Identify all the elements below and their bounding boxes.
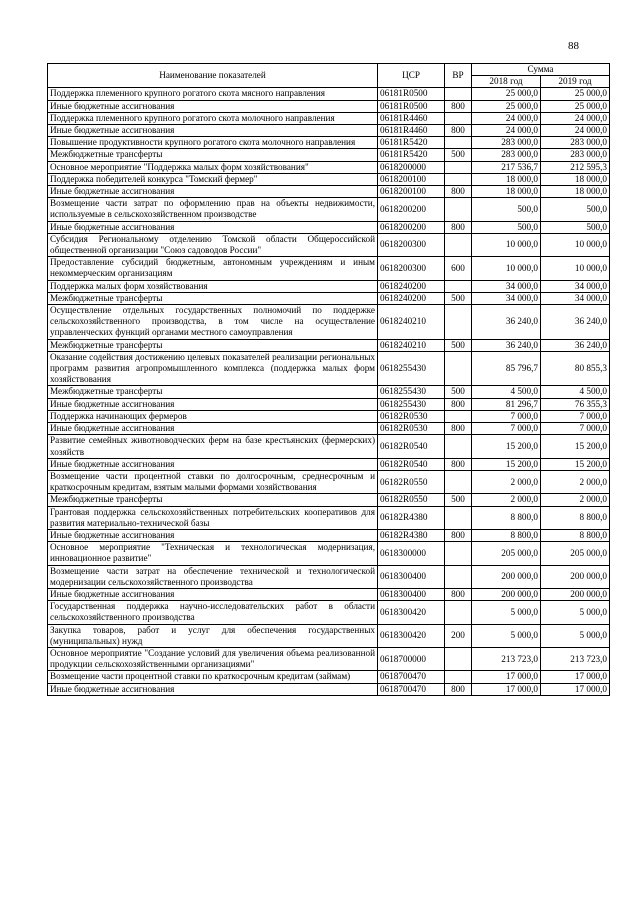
- row-sum-2019: 500,0: [541, 198, 610, 221]
- row-sum-2018: 8 800,0: [472, 506, 541, 529]
- row-sum-2018: 5 000,0: [472, 624, 541, 647]
- row-csr: 06182R0530: [378, 423, 445, 435]
- row-name: Осуществление отдельных государственных полномочий по поддержке сельскохозяйственного производства, в том числе на осуществление управленческих функций органами местного самоуправления: [48, 305, 378, 340]
- row-name: Возмещение части затрат по оформлению прав на объекты недвижимости, используемые в сельскохозяйственном производстве: [48, 198, 378, 221]
- table-row: [48, 506, 610, 529]
- row-csr: 06181R4460: [378, 125, 445, 137]
- table-row: [48, 339, 610, 351]
- row-csr: 0618255430: [378, 398, 445, 410]
- row-csr: 0618700470: [378, 683, 445, 695]
- row-sum-2018: 5 000,0: [472, 601, 541, 624]
- table-row: [48, 624, 610, 647]
- row-csr: 06182R4380: [378, 506, 445, 529]
- row-vr: [445, 565, 472, 588]
- row-sum-2019: 2 000,0: [541, 470, 610, 493]
- row-name: Иные бюджетные ассигнования: [48, 125, 378, 137]
- row-csr: 0618200100: [378, 173, 445, 185]
- row-name: Основное мероприятие "Техническая и технологическая модернизация, инновационное развитие": [48, 542, 378, 565]
- row-sum-2019: 200 000,0: [541, 588, 610, 600]
- header-vr: ВР: [445, 64, 472, 88]
- row-name: Закупка товаров, работ и услуг для обеспечения государственных (муниципальных) нужд: [48, 624, 378, 647]
- row-sum-2019: 24 000,0: [541, 112, 610, 124]
- row-name: Иные бюджетные ассигнования: [48, 398, 378, 410]
- row-name: Поддержка начинающих фермеров: [48, 410, 378, 422]
- row-vr: 600: [445, 257, 472, 280]
- row-sum-2018: 7 000,0: [472, 410, 541, 422]
- row-csr: 0618240200: [378, 292, 445, 304]
- row-name: Иные бюджетные ассигнования: [48, 529, 378, 541]
- row-vr: [445, 671, 472, 683]
- table-header: [48, 64, 610, 88]
- row-sum-2019: 80 855,3: [541, 351, 610, 386]
- row-sum-2019: 7 000,0: [541, 410, 610, 422]
- row-name: Возмещение части затрат на обеспечение технической и технологической модернизации сельскохозяйственного производства: [48, 565, 378, 588]
- row-sum-2019: 500,0: [541, 221, 610, 233]
- row-sum-2018: 34 000,0: [472, 292, 541, 304]
- row-vr: [445, 410, 472, 422]
- row-vr: 200: [445, 624, 472, 647]
- row-sum-2018: 2 000,0: [472, 470, 541, 493]
- row-csr: 0618200200: [378, 221, 445, 233]
- row-name: Межбюджетные трансферты: [48, 339, 378, 351]
- row-sum-2018: 200 000,0: [472, 565, 541, 588]
- row-sum-2019: 213 723,0: [541, 647, 610, 670]
- row-vr: [445, 305, 472, 340]
- table-row: [48, 671, 610, 683]
- table-row: [48, 435, 610, 458]
- row-csr: 06182R4380: [378, 529, 445, 541]
- row-csr: 0618200100: [378, 186, 445, 198]
- table-row: [48, 149, 610, 161]
- row-vr: [445, 647, 472, 670]
- row-csr: 0618300400: [378, 588, 445, 600]
- row-csr: 06182R0540: [378, 435, 445, 458]
- row-sum-2018: 213 723,0: [472, 647, 541, 670]
- row-sum-2019: 18 000,0: [541, 186, 610, 198]
- table-row: [48, 161, 610, 173]
- table-row: [48, 565, 610, 588]
- row-name: Межбюджетные трансферты: [48, 149, 378, 161]
- row-name: Развитие семейных животноводческих ферм на базе крестьянских (фермерских) хозяйств: [48, 435, 378, 458]
- row-name: Основное мероприятие "Создание условий для увеличения объема реализованной продукции сельскохозяйственными организациями": [48, 647, 378, 670]
- row-name: Иные бюджетные ассигнования: [48, 100, 378, 112]
- row-sum-2019: 2 000,0: [541, 494, 610, 506]
- row-vr: 800: [445, 125, 472, 137]
- row-csr: 0618300000: [378, 542, 445, 565]
- row-vr: 800: [445, 458, 472, 470]
- row-sum-2018: 17 000,0: [472, 683, 541, 695]
- table-row: [48, 280, 610, 292]
- row-vr: 800: [445, 221, 472, 233]
- row-sum-2018: 24 000,0: [472, 112, 541, 124]
- row-vr: [445, 435, 472, 458]
- table-row: [48, 470, 610, 493]
- row-vr: 800: [445, 100, 472, 112]
- row-vr: [445, 173, 472, 185]
- row-name: Поддержка победителей конкурса "Томский фермер": [48, 173, 378, 185]
- row-vr: [445, 280, 472, 292]
- row-vr: 500: [445, 494, 472, 506]
- row-sum-2018: 15 200,0: [472, 435, 541, 458]
- row-vr: 800: [445, 186, 472, 198]
- row-vr: 500: [445, 386, 472, 398]
- header-name: Наименование показателей: [48, 64, 378, 88]
- row-sum-2019: 212 595,3: [541, 161, 610, 173]
- row-csr: 06181R5420: [378, 137, 445, 149]
- row-sum-2018: 36 240,0: [472, 339, 541, 351]
- row-csr: 06182R0550: [378, 494, 445, 506]
- row-name: Предоставление субсидий бюджетным, автономным учреждениям и иным некоммерческим организациям: [48, 257, 378, 280]
- row-vr: [445, 506, 472, 529]
- row-sum-2019: 8 800,0: [541, 506, 610, 529]
- row-sum-2019: 7 000,0: [541, 423, 610, 435]
- row-csr: 0618300420: [378, 601, 445, 624]
- table-row: [48, 292, 610, 304]
- table-row: [48, 173, 610, 185]
- row-sum-2018: 36 240,0: [472, 305, 541, 340]
- table-row: [48, 88, 610, 100]
- table-row: [48, 423, 610, 435]
- row-name: Возмещение части процентной ставки по краткосрочным кредитам (займам): [48, 671, 378, 683]
- row-sum-2018: 283 000,0: [472, 137, 541, 149]
- table-row: [48, 100, 610, 112]
- row-name: Иные бюджетные ассигнования: [48, 683, 378, 695]
- row-sum-2019: 283 000,0: [541, 137, 610, 149]
- table-body: [48, 88, 610, 695]
- row-sum-2019: 200 000,0: [541, 565, 610, 588]
- row-sum-2019: 5 000,0: [541, 601, 610, 624]
- row-sum-2018: 7 000,0: [472, 423, 541, 435]
- row-sum-2019: 8 800,0: [541, 529, 610, 541]
- row-sum-2019: 36 240,0: [541, 339, 610, 351]
- row-vr: [445, 470, 472, 493]
- row-sum-2019: 5 000,0: [541, 624, 610, 647]
- row-vr: [445, 112, 472, 124]
- table-row: [48, 186, 610, 198]
- row-csr: 06182R0530: [378, 410, 445, 422]
- table-row: [48, 386, 610, 398]
- table-row: [48, 410, 610, 422]
- row-sum-2018: 8 800,0: [472, 529, 541, 541]
- row-sum-2018: 217 536,7: [472, 161, 541, 173]
- row-csr: 0618200300: [378, 257, 445, 280]
- table-row: [48, 137, 610, 149]
- table-row: [48, 112, 610, 124]
- row-sum-2018: 200 000,0: [472, 588, 541, 600]
- row-name: Иные бюджетные ассигнования: [48, 221, 378, 233]
- row-csr: 06181R0500: [378, 100, 445, 112]
- row-name: Оказание содействия достижению целевых показателей реализации региональных программ развития агропромышленного комплекса (поддержка малых форм хозяйствования: [48, 351, 378, 386]
- row-vr: [445, 233, 472, 256]
- row-vr: [445, 351, 472, 386]
- table-row: [48, 198, 610, 221]
- row-sum-2019: 10 000,0: [541, 233, 610, 256]
- row-csr: 0618300400: [378, 565, 445, 588]
- row-sum-2018: 18 000,0: [472, 186, 541, 198]
- row-sum-2019: 17 000,0: [541, 671, 610, 683]
- row-name: Межбюджетные трансферты: [48, 386, 378, 398]
- row-sum-2019: 34 000,0: [541, 292, 610, 304]
- row-name: Возмещение части процентной ставки по долгосрочным, среднесрочным и краткосрочным кредитам, взятым малыми формами хозяйствования: [48, 470, 378, 493]
- row-csr: 0618700470: [378, 671, 445, 683]
- table-row: [48, 601, 610, 624]
- row-csr: 06182R0540: [378, 458, 445, 470]
- table-row: [48, 542, 610, 565]
- row-sum-2019: 15 200,0: [541, 458, 610, 470]
- row-sum-2019: 76 355,3: [541, 398, 610, 410]
- row-name: Иные бюджетные ассигнования: [48, 458, 378, 470]
- row-sum-2018: 18 000,0: [472, 173, 541, 185]
- table-row: [48, 588, 610, 600]
- row-sum-2018: 15 200,0: [472, 458, 541, 470]
- row-name: Иные бюджетные ассигнования: [48, 186, 378, 198]
- row-vr: [445, 601, 472, 624]
- row-name: Иные бюджетные ассигнования: [48, 588, 378, 600]
- row-vr: [445, 137, 472, 149]
- row-vr: 800: [445, 683, 472, 695]
- row-vr: [445, 88, 472, 100]
- row-sum-2018: 10 000,0: [472, 233, 541, 256]
- row-name: Поддержка племенного крупного рогатого скота мясного направления: [48, 88, 378, 100]
- row-sum-2019: 17 000,0: [541, 683, 610, 695]
- row-sum-2019: 25 000,0: [541, 100, 610, 112]
- row-sum-2019: 36 240,0: [541, 305, 610, 340]
- table-row: [48, 257, 610, 280]
- budget-table: [47, 63, 610, 696]
- row-sum-2018: 81 296,7: [472, 398, 541, 410]
- row-sum-2018: 10 000,0: [472, 257, 541, 280]
- row-csr: 0618700000: [378, 647, 445, 670]
- table-row: [48, 494, 610, 506]
- row-name: Грантовая поддержка сельскохозяйственных потребительских кооперативов для развития материально-технической базы: [48, 506, 378, 529]
- header-csr: ЦСР: [378, 64, 445, 88]
- row-sum-2018: 24 000,0: [472, 125, 541, 137]
- table-row: [48, 398, 610, 410]
- row-name: Повышение продуктивности крупного рогатого скота молочного направления: [48, 137, 378, 149]
- row-csr: 0618240210: [378, 305, 445, 340]
- row-sum-2019: 25 000,0: [541, 88, 610, 100]
- row-vr: [445, 198, 472, 221]
- table-row: [48, 125, 610, 137]
- row-sum-2019: 283 000,0: [541, 149, 610, 161]
- row-sum-2018: 17 000,0: [472, 671, 541, 683]
- row-sum-2018: 4 500,0: [472, 386, 541, 398]
- row-name: Поддержка племенного крупного рогатого скота молочного направления: [48, 112, 378, 124]
- row-sum-2019: 18 000,0: [541, 173, 610, 185]
- row-name: Межбюджетные трансферты: [48, 494, 378, 506]
- row-sum-2019: 4 500,0: [541, 386, 610, 398]
- row-sum-2018: 25 000,0: [472, 100, 541, 112]
- row-sum-2019: 15 200,0: [541, 435, 610, 458]
- row-vr: [445, 161, 472, 173]
- row-vr: 800: [445, 398, 472, 410]
- row-csr: 0618200200: [378, 198, 445, 221]
- row-csr: 0618255430: [378, 386, 445, 398]
- table-row: [48, 221, 610, 233]
- row-sum-2018: 283 000,0: [472, 149, 541, 161]
- row-vr: 800: [445, 529, 472, 541]
- table-row: [48, 458, 610, 470]
- header-2018: 2018 год: [472, 76, 541, 88]
- header-sum: Сумма: [472, 64, 610, 76]
- row-name: Субсидия Региональному отделению Томской области Общероссийской общественной организации "Союз садоводов России": [48, 233, 378, 256]
- table-row: [48, 683, 610, 695]
- row-sum-2019: 24 000,0: [541, 125, 610, 137]
- row-sum-2019: 10 000,0: [541, 257, 610, 280]
- table-row: [48, 233, 610, 256]
- row-csr: 06182R0550: [378, 470, 445, 493]
- row-sum-2018: 34 000,0: [472, 280, 541, 292]
- row-sum-2018: 500,0: [472, 198, 541, 221]
- row-csr: 0618240210: [378, 339, 445, 351]
- page-number: 88: [568, 40, 579, 52]
- row-vr: 800: [445, 588, 472, 600]
- row-name: Поддержка малых форм хозяйствования: [48, 280, 378, 292]
- row-csr: 06181R0500: [378, 88, 445, 100]
- row-name: Основное мероприятие "Поддержка малых форм хозяйствования": [48, 161, 378, 173]
- table-row: [48, 647, 610, 670]
- table-row: [48, 529, 610, 541]
- row-vr: 500: [445, 339, 472, 351]
- row-sum-2019: 205 000,0: [541, 542, 610, 565]
- row-csr: 0618200000: [378, 161, 445, 173]
- row-sum-2018: 85 796,7: [472, 351, 541, 386]
- row-name: Государственная поддержка научно-исследовательских работ в области сельскохозяйственного производства: [48, 601, 378, 624]
- row-csr: 06181R5420: [378, 149, 445, 161]
- row-vr: 500: [445, 292, 472, 304]
- row-name: Межбюджетные трансферты: [48, 292, 378, 304]
- row-vr: 800: [445, 423, 472, 435]
- table-row: [48, 305, 610, 340]
- row-sum-2019: 34 000,0: [541, 280, 610, 292]
- row-vr: 500: [445, 149, 472, 161]
- row-csr: 0618240200: [378, 280, 445, 292]
- table-row: [48, 351, 610, 386]
- row-name: Иные бюджетные ассигнования: [48, 423, 378, 435]
- row-csr: 0618255430: [378, 351, 445, 386]
- row-csr: 06181R4460: [378, 112, 445, 124]
- row-sum-2018: 25 000,0: [472, 88, 541, 100]
- row-sum-2018: 2 000,0: [472, 494, 541, 506]
- header-2019: 2019 год: [541, 76, 610, 88]
- row-vr: [445, 542, 472, 565]
- row-csr: 0618300420: [378, 624, 445, 647]
- row-sum-2018: 500,0: [472, 221, 541, 233]
- row-csr: 0618200300: [378, 233, 445, 256]
- row-sum-2018: 205 000,0: [472, 542, 541, 565]
